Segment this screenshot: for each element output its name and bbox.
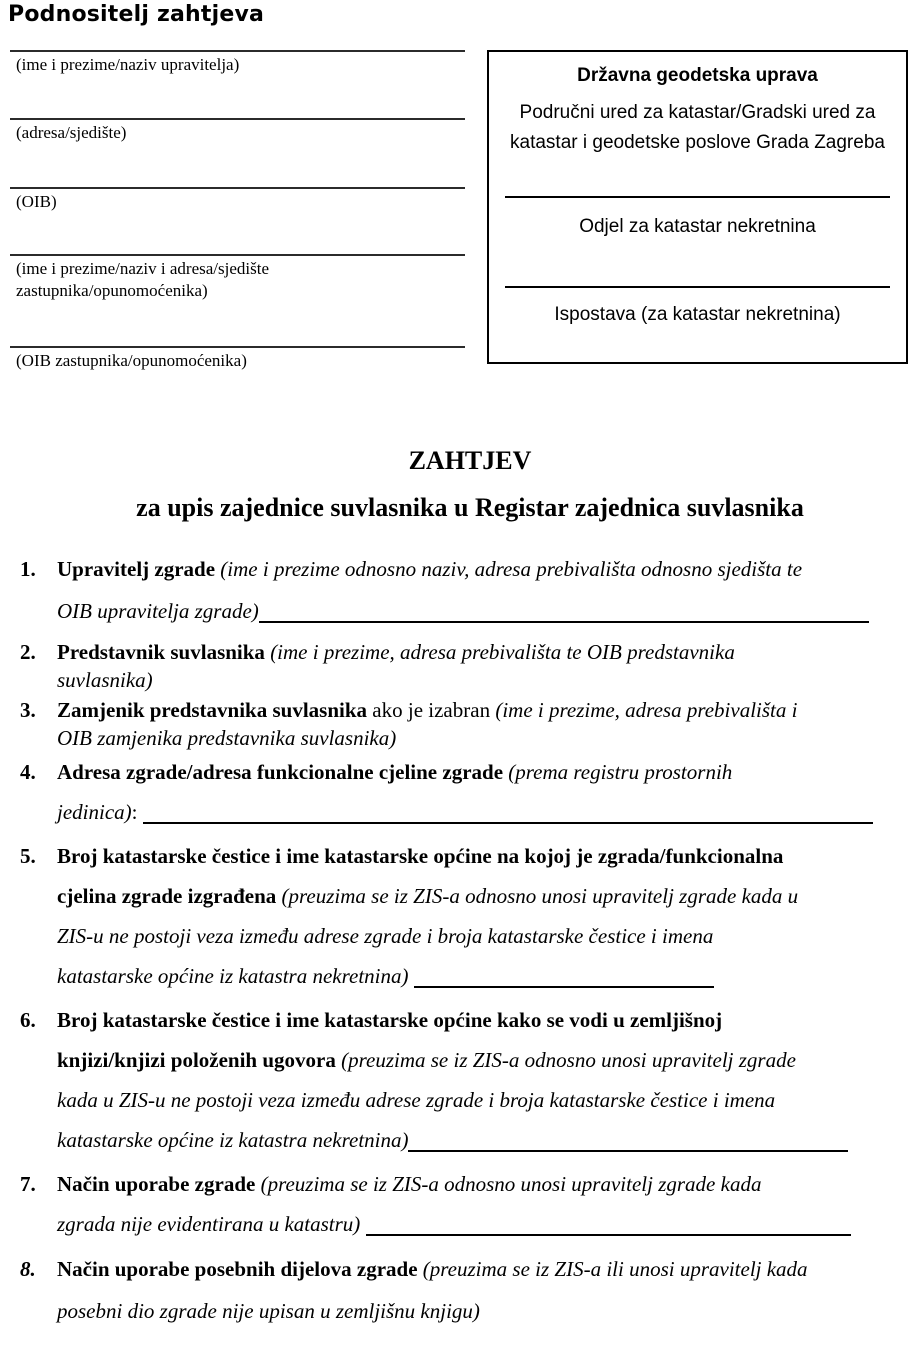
office-name-line2: katastar i geodetske poslove Grada Zagreba xyxy=(510,132,885,153)
item-text-italic: suvlasnika) xyxy=(57,668,153,692)
item-line xyxy=(57,1000,916,1040)
item-number: 7. xyxy=(20,1172,36,1196)
item-text-plain: ako je izabran xyxy=(372,698,491,722)
item-text-italic: posebni dio zgrade nije upisan u zemljišnu knjigu) xyxy=(57,1299,480,1323)
item-text-italic: (preuzima se iz ZIS-a odnosno unosi upravitelj zgrade xyxy=(341,1048,796,1072)
blank-line xyxy=(366,1213,851,1236)
item-text-italic: kada u ZIS-u ne postoji veza između adrese zgrade i broja katastarske čestice i imena xyxy=(57,1088,776,1112)
list-item-1 xyxy=(20,548,916,632)
applicant-field-representative-oib xyxy=(10,346,465,406)
item-line xyxy=(57,792,916,832)
authority-blank-line xyxy=(505,286,890,288)
item-line xyxy=(57,548,916,590)
item-number: 2. xyxy=(20,640,36,664)
item-text-bold: cjelina zgrade izgrađena xyxy=(57,884,277,908)
request-subtitle: za upis zajednice suvlasnika u Registar zajednica suvlasnika xyxy=(136,493,804,522)
applicant-field-manager-name xyxy=(10,50,465,118)
applicant-fields xyxy=(10,50,465,406)
blank-line xyxy=(414,965,714,988)
applicant-field-address xyxy=(10,118,465,187)
department-name: Odjel za katastar nekretnina xyxy=(579,216,816,237)
item-text-bold: Broj katastarske čestice i ime katastarske općine kako se vodi u zemljišnoj xyxy=(57,1008,723,1032)
item-number: 8. xyxy=(20,1257,36,1281)
item-text-bold: Upravitelj zgrade xyxy=(57,557,216,581)
item-line xyxy=(57,590,916,632)
blank-line xyxy=(143,801,873,824)
item-line xyxy=(57,876,916,916)
item-text-italic: ZIS-u ne postoji veza između adrese zgrade i broja katastarske čestice i imena xyxy=(57,924,714,948)
item-text-italic: (preuzima se iz ZIS-a odnosno unosi upravitelj zgrade kada xyxy=(260,1172,762,1196)
item-text-bold: Adresa zgrade/adresa funkcionalne cjeline zgrade xyxy=(57,760,504,784)
field-label: (ime i prezime/naziv i adresa/sjedište xyxy=(16,259,270,278)
item-number: 3. xyxy=(20,698,36,722)
item-line xyxy=(57,916,916,956)
item-text-italic: zgrada nije evidentirana u katastru) xyxy=(57,1212,361,1236)
item-line xyxy=(57,836,916,876)
field-label-line2: zastupnika/opunomoćenika) xyxy=(16,281,208,300)
item-number: 1. xyxy=(20,557,36,581)
list-item-5 xyxy=(20,836,916,996)
item-text-bold: Zamjenik predstavnika suvlasnika xyxy=(57,698,368,722)
item-line xyxy=(57,696,916,724)
list-item-8 xyxy=(20,1248,916,1332)
item-line xyxy=(57,1290,916,1332)
item-text-italic: (prema registru prostornih xyxy=(508,760,733,784)
item-text-italic: OIB upravitelja zgrade) xyxy=(57,599,259,623)
blank-line xyxy=(408,1129,848,1152)
applicant-field-representative xyxy=(10,254,465,346)
item-line xyxy=(57,1164,916,1204)
list-item-4 xyxy=(20,752,916,832)
item-text-italic: (preuzima se iz ZIS-a ili unosi upravitelj kada xyxy=(422,1257,808,1281)
item-line xyxy=(57,638,916,666)
blank-line xyxy=(259,600,869,623)
form-section-heading: Podnositelj zahtjeva xyxy=(8,2,265,27)
branch-name: Ispostava (za katastar nekretnina) xyxy=(554,304,841,325)
item-text-italic: (preuzima se iz ZIS-a odnosno unosi upravitelj zgrade kada u xyxy=(281,884,799,908)
item-line xyxy=(57,1204,916,1244)
item-text-plain: : xyxy=(131,800,138,824)
item-text-italic: (ime i prezime odnosno naziv, adresa prebivališta odnosno sjedišta te xyxy=(220,557,803,581)
item-line xyxy=(57,1040,916,1080)
list-item-3 xyxy=(20,696,916,752)
authority-blank-line xyxy=(505,196,890,198)
office-name-line1: Područni ured za katastar/Gradski ured za xyxy=(519,102,876,123)
item-text-bold: Broj katastarske čestice i ime katastarske općine na kojoj je zgrada/funkcionalna xyxy=(57,844,784,868)
item-text-italic: (ime i prezime, adresa prebivališta te OIB predstavnika xyxy=(270,640,735,664)
list-item-2 xyxy=(20,638,916,694)
field-label: (OIB zastupnika/opunomoćenika) xyxy=(16,351,247,370)
item-text-italic: (ime i prezime, adresa prebivališta i xyxy=(495,698,798,722)
authority-box xyxy=(487,50,908,364)
field-label: (OIB) xyxy=(16,192,57,211)
item-line xyxy=(57,752,916,792)
item-text-bold: Predstavnik suvlasnika xyxy=(57,640,265,664)
item-text-bold: Način uporabe posebnih dijelova zgrade xyxy=(57,1257,418,1281)
request-items xyxy=(20,548,916,1332)
list-item-7 xyxy=(20,1164,916,1244)
applicant-field-oib xyxy=(10,187,465,254)
item-line xyxy=(57,956,916,996)
item-text-italic: jedinica) xyxy=(57,800,132,824)
item-number: 5. xyxy=(20,844,36,868)
request-title-block xyxy=(0,437,916,531)
item-text-bold: Način uporabe zgrade xyxy=(57,1172,256,1196)
field-label: (adresa/sjedište) xyxy=(16,123,127,142)
list-item-6 xyxy=(20,1000,916,1160)
field-label: (ime i prezime/naziv upravitelja) xyxy=(16,55,240,74)
item-line xyxy=(57,666,916,694)
authority-name: Državna geodetska uprava xyxy=(577,65,818,86)
item-line xyxy=(57,1120,916,1160)
item-line xyxy=(57,1248,916,1290)
item-number: 6. xyxy=(20,1008,36,1032)
item-number: 4. xyxy=(20,760,36,784)
item-text-italic: katastarske općine iz katastra nekretnina) xyxy=(57,1128,409,1152)
item-line xyxy=(57,724,916,752)
request-title: ZAHTJEV xyxy=(408,446,532,475)
item-text-italic: katastarske općine iz katastra nekretnina) xyxy=(57,964,409,988)
item-line xyxy=(57,1080,916,1120)
item-text-italic: OIB zamjenika predstavnika suvlasnika) xyxy=(57,726,397,750)
item-text-bold: knjizi/knjizi položenih ugovora xyxy=(57,1048,336,1072)
